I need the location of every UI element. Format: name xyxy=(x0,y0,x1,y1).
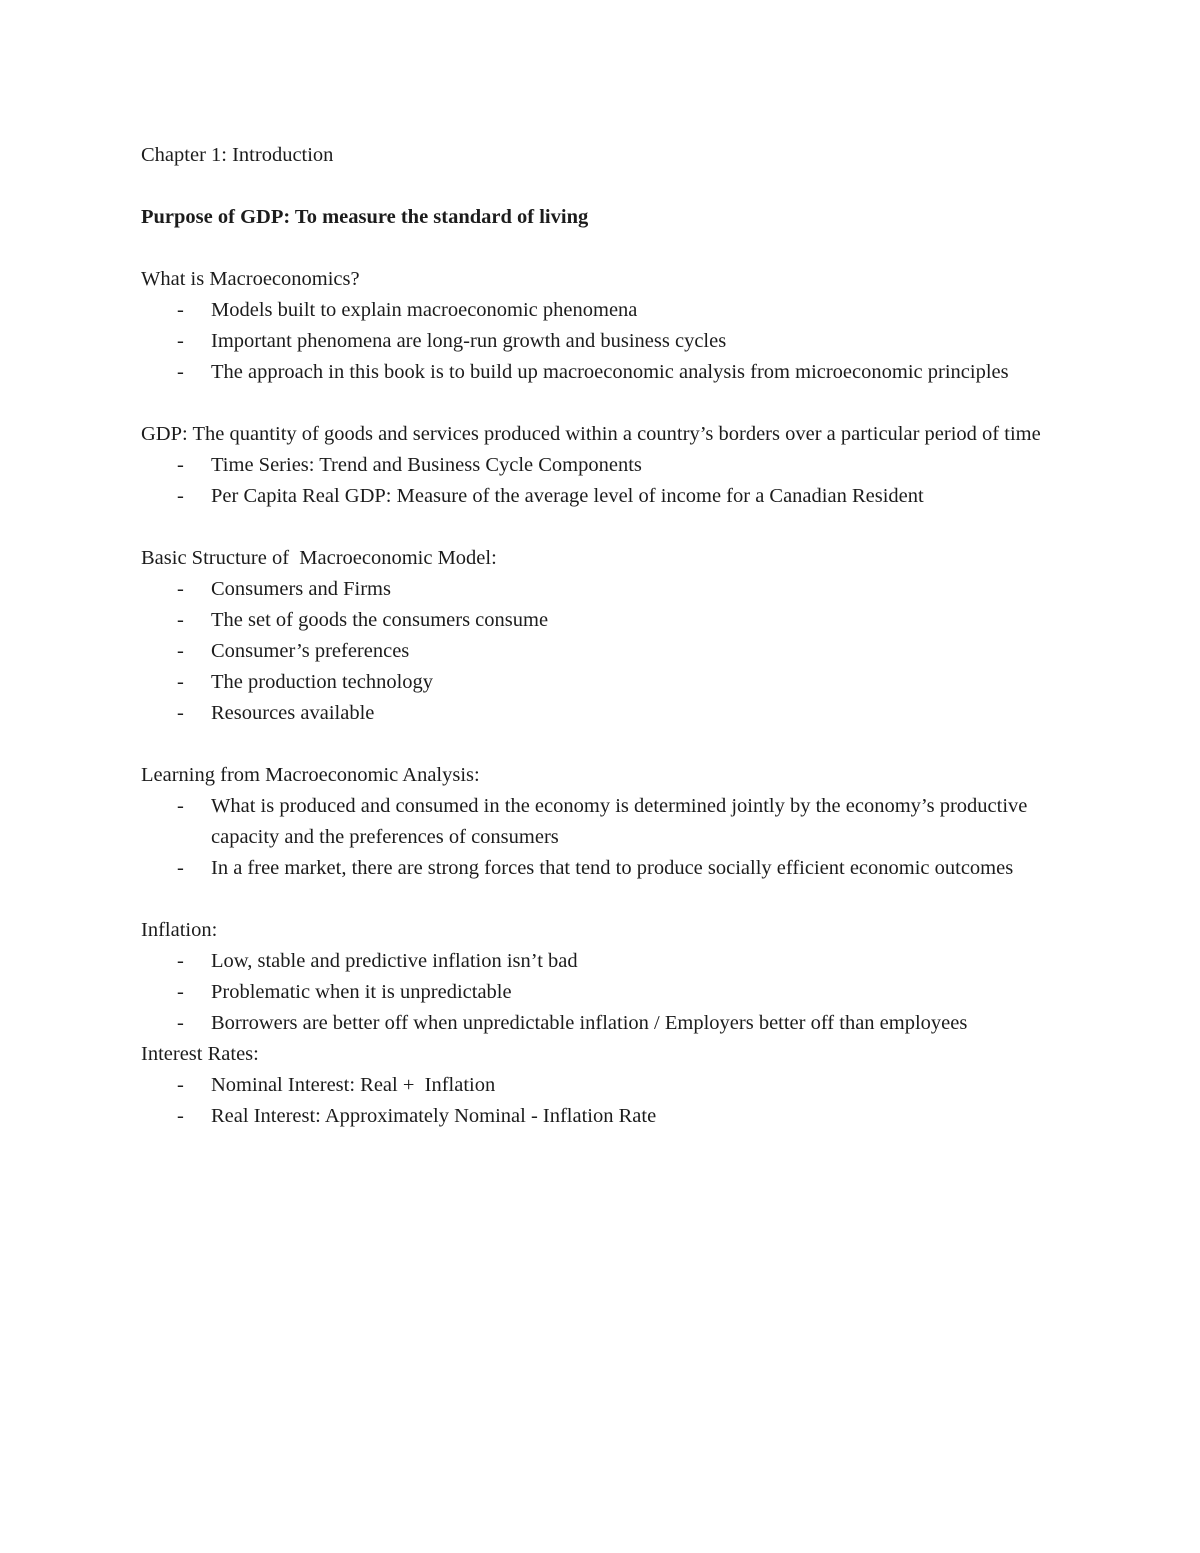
list-item-text: Time Series: Trend and Business Cycle Components xyxy=(211,454,642,476)
list-item-text: The production technology xyxy=(211,671,434,693)
dash-bullet: - xyxy=(177,361,184,383)
list-item-text: The set of goods the consumers consume xyxy=(211,609,549,631)
dash-bullet: - xyxy=(177,1012,184,1034)
list-item xyxy=(141,450,1061,481)
list-item xyxy=(141,1070,1061,1101)
list-item-text: In a free market, there are strong forces that tend to produce socially efficient economic outcomes xyxy=(211,857,1014,879)
list-item xyxy=(141,946,1061,977)
list-item xyxy=(141,791,1061,853)
list-item-text: Important phenomena are long-run growth and business cycles xyxy=(211,330,727,352)
section-heading-gdp: GDP: The quantity of goods and services produced within a country’s borders over a particular period of time xyxy=(141,423,1041,445)
list-item xyxy=(141,667,1061,698)
list-item xyxy=(141,977,1061,1008)
purpose-heading: Purpose of GDP: To measure the standard of living xyxy=(141,206,589,228)
section-heading-inflation: Inflation: xyxy=(141,919,218,941)
section-heading-macro: What is Macroeconomics? xyxy=(141,268,360,290)
dash-bullet: - xyxy=(177,702,184,724)
list-gdp xyxy=(141,450,1061,512)
dash-bullet: - xyxy=(177,299,184,321)
dash-bullet: - xyxy=(177,795,184,817)
list-item xyxy=(141,1008,1061,1039)
dash-bullet: - xyxy=(177,609,184,631)
spacer xyxy=(141,884,1061,915)
section-heading-interest: Interest Rates: xyxy=(141,1043,259,1065)
list-item-text: What is produced and consumed in the economy is determined jointly by the economy’s productive capacity and the preferences of consumers xyxy=(211,795,1028,848)
dash-bullet: - xyxy=(177,330,184,352)
dash-bullet: - xyxy=(177,671,184,693)
list-item xyxy=(141,357,1061,388)
list-item-text: Per Capita Real GDP: Measure of the average level of income for a Canadian Resident xyxy=(211,485,924,507)
list-item-text: Consumers and Firms xyxy=(211,578,391,600)
dash-bullet: - xyxy=(177,578,184,600)
list-item xyxy=(141,574,1061,605)
list-inflation xyxy=(141,946,1061,1039)
list-item xyxy=(141,605,1061,636)
list-item xyxy=(141,698,1061,729)
dash-bullet: - xyxy=(177,857,184,879)
list-item xyxy=(141,326,1061,357)
list-item-text: Problematic when it is unpredictable xyxy=(211,981,512,1003)
dash-bullet: - xyxy=(177,981,184,1003)
spacer xyxy=(141,171,1061,202)
list-item-text: Resources available xyxy=(211,702,375,724)
list-interest xyxy=(141,1070,1061,1132)
list-item xyxy=(141,295,1061,326)
list-item xyxy=(141,636,1061,667)
list-item-text: Nominal Interest: Real + Inflation xyxy=(211,1074,496,1096)
section-heading-learning: Learning from Macroeconomic Analysis: xyxy=(141,764,480,786)
document-content xyxy=(141,140,1061,1132)
list-item-text: Consumer’s preferences xyxy=(211,640,410,662)
dash-bullet: - xyxy=(177,950,184,972)
dash-bullet: - xyxy=(177,1105,184,1127)
list-item-text: Real Interest: Approximately Nominal - Inflation Rate xyxy=(211,1105,657,1127)
dash-bullet: - xyxy=(177,485,184,507)
list-item xyxy=(141,481,1061,512)
dash-bullet: - xyxy=(177,454,184,476)
section-heading-structure: Basic Structure of Macroeconomic Model: xyxy=(141,547,497,569)
list-item xyxy=(141,1101,1061,1132)
list-macro xyxy=(141,295,1061,388)
chapter-title: Chapter 1: Introduction xyxy=(141,144,334,166)
list-learning xyxy=(141,791,1061,884)
list-item-text: Models built to explain macroeconomic phenomena xyxy=(211,299,638,321)
list-item-text: Borrowers are better off when unpredictable inflation / Employers better off than employees xyxy=(211,1012,968,1034)
spacer xyxy=(141,729,1061,760)
dash-bullet: - xyxy=(177,1074,184,1096)
list-item xyxy=(141,853,1061,884)
spacer xyxy=(141,233,1061,264)
spacer xyxy=(141,512,1061,543)
dash-bullet: - xyxy=(177,640,184,662)
spacer xyxy=(141,388,1061,419)
list-item-text: Low, stable and predictive inflation isn’t bad xyxy=(211,950,578,972)
list-structure xyxy=(141,574,1061,729)
list-item-text: The approach in this book is to build up macroeconomic analysis from microeconomic principles xyxy=(211,361,1009,383)
